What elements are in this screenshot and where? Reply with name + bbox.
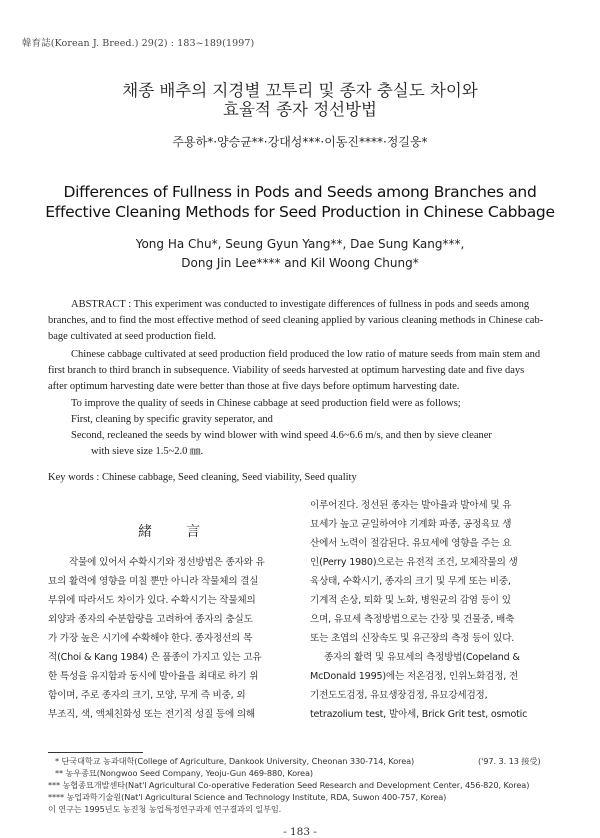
left-col-line-7: 한 특성을 유지함과 동시에 발아율을 최대로 하기 위: [48, 671, 259, 682]
section-heading-introduction: 緒言: [138, 524, 234, 540]
left-col-line-9: 부조직, 색, 액체친화성 또는 전기적 성질 등에 의해: [48, 709, 255, 720]
page-number: - 183 -: [283, 826, 317, 838]
left-col-line-4: 외양과 종자의 수분함량을 고려하여 종자의 충실도: [48, 614, 253, 625]
right-col-line-12: tetrazolium test, 발아세, Brick Grit test, osmotic: [310, 709, 528, 720]
abstract-line-3: bage cultivated at seed production field.: [48, 331, 216, 342]
right-col-line-7: 으며, 유묘세 측정방법으로는 간장 및 건물중, 배축: [310, 614, 515, 625]
right-col-line-4: 인(Perry 1980)으로는 유전적 조건, 모체작물의 생: [310, 557, 518, 568]
right-col-line-11: 기전도도검정, 유묘생장검정, 유묘강세검정,: [310, 690, 488, 701]
right-col-line-5: 육상태, 수확시기, 종자의 크기 및 무게 또는 비중,: [310, 576, 511, 587]
abstract-line-4: Chinese cabbage cultivated at seed production field produced the low ratio of mature seeds from main stem and: [71, 349, 541, 360]
footnote-4: **** 농업과학기술원(Nat'l Agricultural Science and Technology Institute, RDA, Suwon 400-757, Korea): [48, 792, 447, 802]
received-date: ('97. 3. 13 接受): [478, 756, 541, 766]
journal-citation: 韓育誌(Korean J. Breed.) 29(2) : 183~189(1997): [22, 38, 255, 49]
abstract-line-10: with sieve size 1.5~2.0 ㎜.: [91, 446, 204, 457]
abstract-line-7: To improve the quality of seeds in Chinese cabbage at seed production field were as follows;: [71, 398, 461, 409]
korean-title-line-2: 효율적 종자 정선방법: [223, 100, 377, 119]
abstract-line-8: First, cleaning by specific gravity seperator, and: [71, 414, 273, 425]
left-col-line-1: 작물에 있어서 수확시기와 정선방법은 종자와 유: [69, 557, 265, 568]
english-title-line-2: Effective Cleaning Methods for Seed Production in Chinese Cabbage: [45, 203, 555, 221]
abstract-line-6: after optimum harvesting date were better than those at five days before optimum harvesting date.: [48, 381, 460, 392]
footnote-3: *** 농협종묘개발센타(Nat'l Agricultural Co-operative Federation Seed Research and Development Center, 456-820, Korea): [48, 780, 530, 790]
right-col-line-8: 또는 초엽의 신장속도 및 유근장의 측정 등이 있다.: [310, 633, 515, 644]
right-col-line-10: McDonald 1995)에는 저온검정, 인위노화검정, 전: [310, 671, 519, 682]
right-col-line-9: 종자의 활력 및 유묘세의 측정방법(Copeland &: [324, 652, 520, 663]
right-col-line-2: 묘세가 높고 균일하여야 기계화 파종, 공정육묘 생: [310, 519, 512, 530]
right-col-line-1: 이루어진다. 정선된 종자는 발아율과 발아세 및 유: [310, 500, 512, 511]
korean-authors: 주용하*·양승균**·강대성***·이동진****·정길웅*: [172, 135, 428, 149]
footnote-funding: 이 연구는 1995년도 농진청 농업특정연구과제 연구결과의 일부임.: [48, 804, 282, 814]
abstract-line-5: first branch to third branch in subsequence. Viability of seeds harvested at optimum harvesting date and five days: [48, 365, 525, 376]
english-authors-line-1: Yong Ha Chu*, Seung Gyun Yang**, Dae Sung Kang***,: [135, 237, 465, 251]
abstract-line-1: ABSTRACT : This experiment was conducted to investigate differences of fullness in pods and seeds among: [71, 299, 530, 310]
left-col-line-8: 함이며, 주로 종자의 크기, 모양, 무게 즉 비중, 외: [48, 690, 246, 701]
keywords: Key words : Chinese cabbage, Seed cleaning, Seed viability, Seed quality: [48, 472, 357, 483]
left-col-line-3: 부위에 따라서도 차이가 있다. 수확시기는 작물체의: [48, 595, 256, 606]
left-col-line-2: 묘의 활력에 영향을 미칠 뿐만 아니라 작물체의 결실: [48, 576, 259, 587]
footnote-divider: [48, 752, 143, 753]
english-authors-line-2: Dong Jin Lee**** and Kil Woong Chung*: [181, 256, 419, 270]
abstract-line-2: branches, and to find the most effective method of seed cleaning applied by various cleaning methods in Chinese cab-: [48, 315, 544, 326]
english-title-line-1: Differences of Fullness in Pods and Seeds among Branches and: [63, 183, 537, 201]
right-col-line-6: 기계적 손상, 퇴화 및 노화, 병원균의 감염 등이 있: [310, 595, 511, 606]
abstract-line-9: Second, recleaned the seeds by wind blower with wind speed 4.6~6.6 m/s, and then by sieve cleaner: [71, 430, 492, 441]
korean-title-line-1: 채종 배추의 지경별 꼬투리 및 종자 충실도 차이와: [122, 81, 478, 100]
left-col-line-5: 가 가장 높은 시기에 수확해야 한다. 종자정선의 목: [48, 633, 253, 644]
footnote-2: ** 농우종묘(Nongwoo Seed Company, Yeoju-Gun 469-880, Korea): [55, 768, 314, 778]
right-col-line-3: 산에서 노력이 절감된다. 유묘세에 영향을 주는 요: [310, 538, 512, 549]
left-col-line-6: 적(Choi & Kang 1984) 은 품종이 가지고 있는 고유: [48, 652, 262, 663]
footnote-1: * 단국대학교 농과대학(College of Agriculture, Dankook University, Cheonan 330-714, Korea): [55, 756, 415, 766]
